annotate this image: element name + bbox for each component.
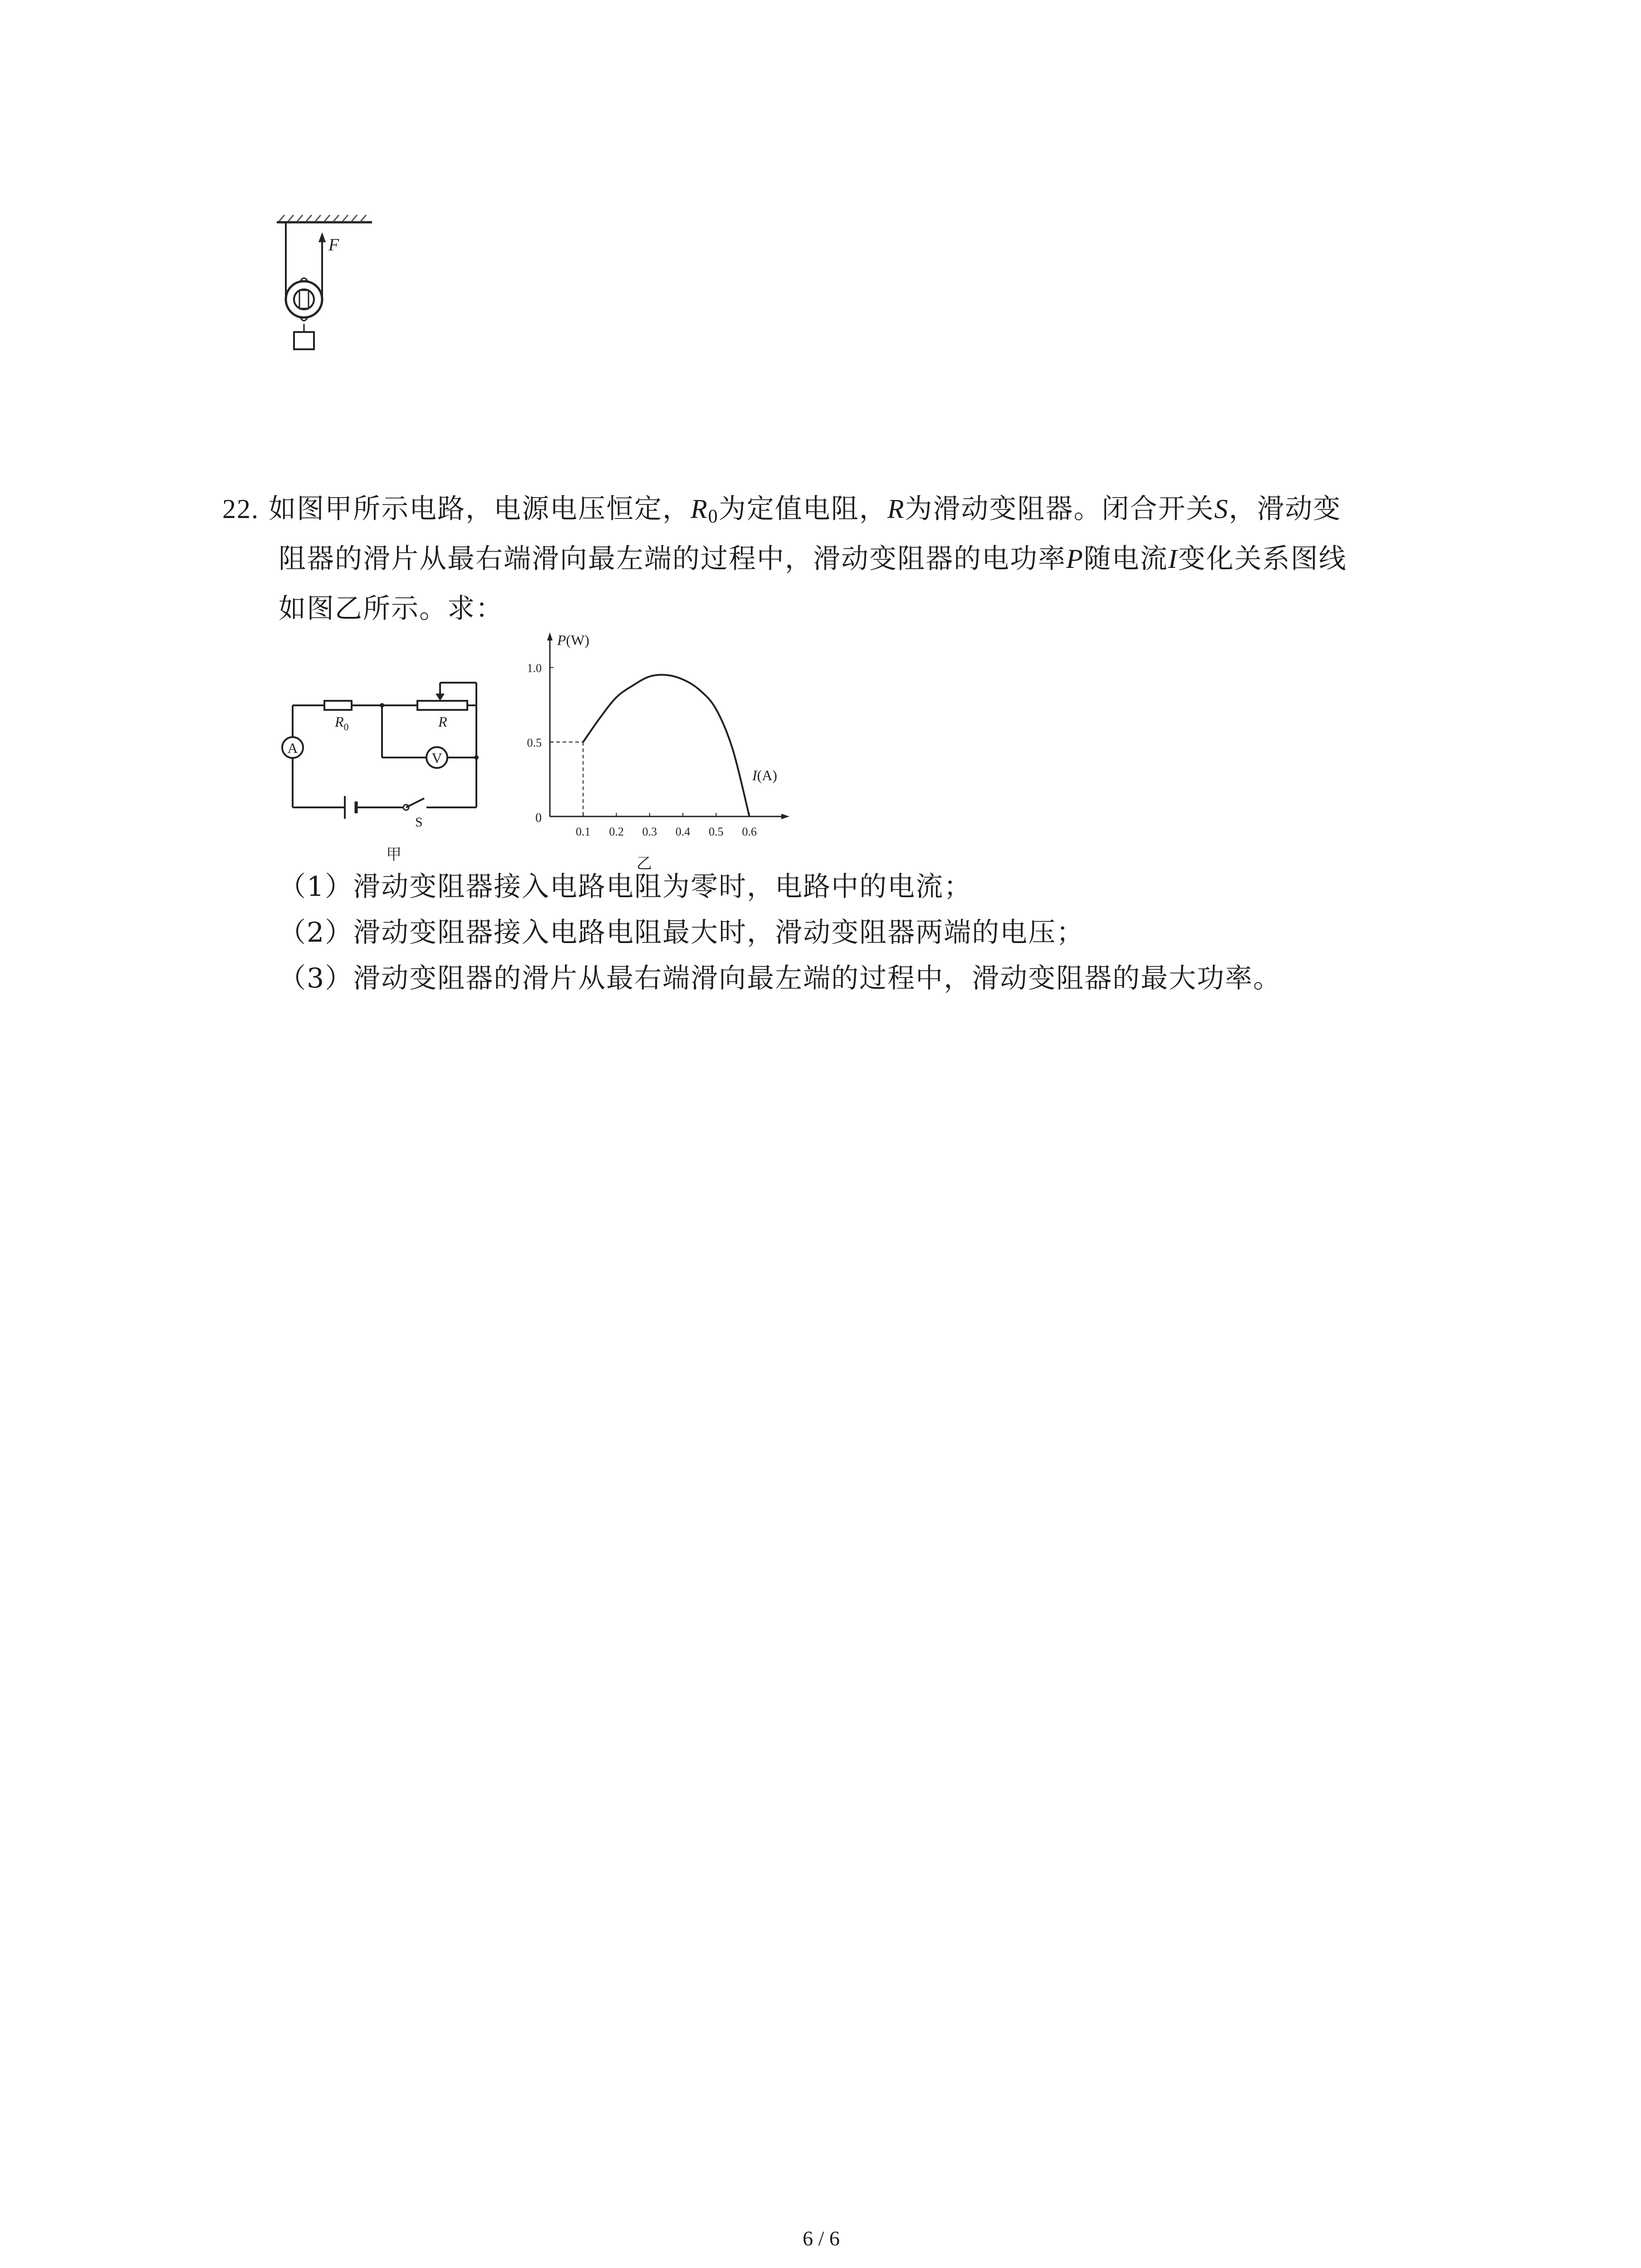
p-symbol: P bbox=[1066, 544, 1084, 574]
question-line-2: 阻器的滑片从最右端滑向最左端的过程中，滑动变阻器的电功率P随电流I变化关系图线 bbox=[279, 543, 1347, 575]
voltmeter-label: V bbox=[431, 750, 442, 766]
series-line bbox=[583, 675, 749, 816]
x-tick-label: 0.2 bbox=[609, 825, 624, 838]
y-tick-label: 0.5 bbox=[527, 736, 542, 749]
x-axis-title: I(A) bbox=[752, 767, 778, 783]
y-axis-title: P(W) bbox=[557, 632, 590, 648]
sub-question-1: （1）滑动变阻器接入电路电阻为零时，电路中的电流； bbox=[279, 871, 972, 903]
power-current-chart bbox=[513, 626, 803, 873]
x-tick-label: 0.3 bbox=[642, 825, 657, 838]
question-number: 22. bbox=[222, 494, 259, 524]
chart-caption: 乙 bbox=[637, 855, 652, 873]
question-line-3: 如图乙所示。求： bbox=[279, 593, 504, 625]
question-line-1: 22. 如图甲所示电路，电源电压恒定，$R_0$为定值电阻，R为滑动变阻器。闭合开关S，滑动变 bbox=[222, 493, 1342, 527]
circuit-caption: 甲 bbox=[386, 846, 402, 864]
x-tick-label: 0.1 bbox=[576, 825, 591, 838]
i-symbol: I bbox=[1168, 544, 1178, 574]
sub-question-2: （2）滑动变阻器接入电路电阻最大时，滑动变阻器两端的电压； bbox=[279, 917, 1085, 948]
x-tick-label: 0.5 bbox=[709, 825, 724, 838]
ammeter-label: A bbox=[287, 740, 298, 756]
r-symbol: R bbox=[887, 494, 905, 524]
x-axis-arrow bbox=[781, 814, 789, 819]
x-tick-label: 0.4 bbox=[675, 825, 691, 838]
r-label: R bbox=[438, 714, 447, 730]
force-label: F bbox=[328, 235, 339, 254]
switch-label: S bbox=[415, 815, 423, 830]
sub-question-3: （3）滑动变阻器的滑片从最右端滑向最左端的过程中，滑动变阻器的最大功率。 bbox=[279, 963, 1282, 994]
s-symbol: S bbox=[1214, 494, 1229, 524]
circuit-figure bbox=[277, 674, 490, 864]
x-tick-label: 0.6 bbox=[742, 825, 757, 838]
y-tick-label: 1.0 bbox=[527, 661, 542, 675]
origin-label: 0 bbox=[535, 811, 542, 825]
y-axis-arrow bbox=[547, 632, 553, 640]
r0-label: $R_0$ bbox=[335, 714, 349, 733]
r0-symbol: $R_0$ bbox=[691, 494, 719, 527]
page-number: 6 / 6 bbox=[803, 2227, 840, 2250]
pulley-figure bbox=[268, 209, 386, 358]
